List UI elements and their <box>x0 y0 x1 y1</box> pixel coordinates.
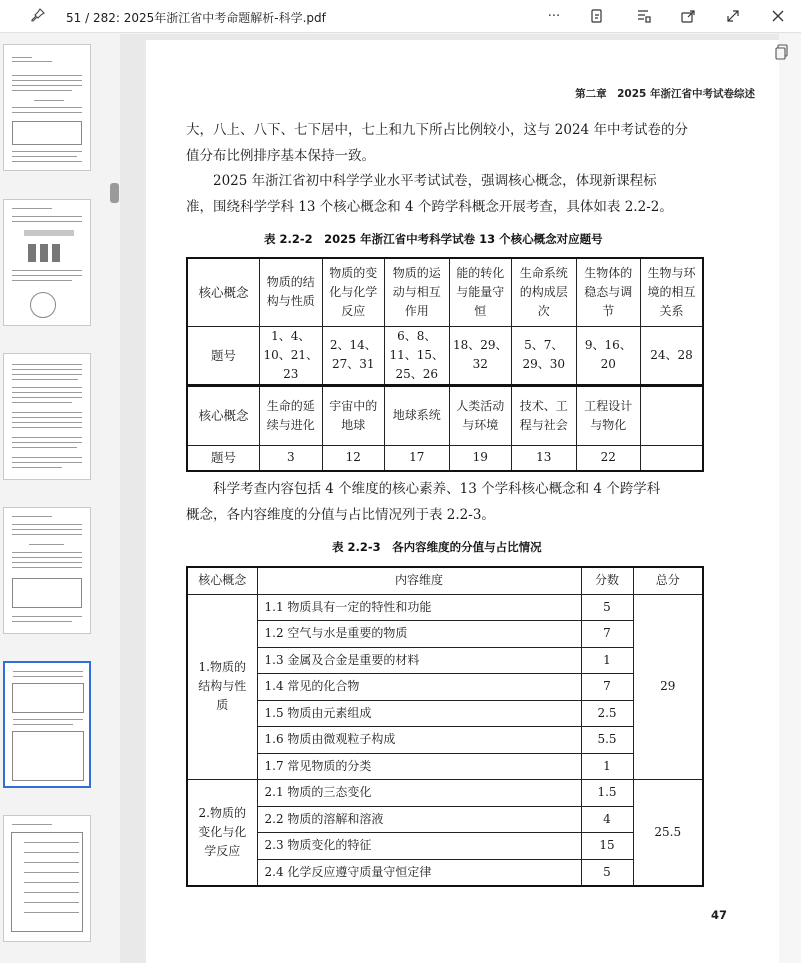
concept-cell: 地球系统 <box>385 385 450 445</box>
score-cell: 15 <box>581 833 633 860</box>
text-line: 值分布比例排序基本保持一致。 <box>186 148 375 164</box>
page-thumbnail[interactable] <box>3 353 91 480</box>
table-header-cell: 核心概念 <box>187 567 257 594</box>
number-cell <box>641 445 703 471</box>
number-cell: 24、28 <box>641 326 703 385</box>
text-line: 概念，各内容维度的分值与占比情况列于表 2.2-3。 <box>186 507 495 523</box>
dimension-cell: 1.6 物质由微观粒子构成 <box>257 727 581 754</box>
table-header-cell: 内容维度 <box>257 567 581 594</box>
core-concept-table <box>186 257 704 472</box>
number-cell: 6、8、11、15、25、26 <box>385 326 450 385</box>
table-header-cell: 总分 <box>633 567 703 594</box>
dimension-cell: 1.4 常见的化合物 <box>257 674 581 701</box>
page-thumbnail[interactable] <box>3 507 91 634</box>
chapter-header: 第二章 2025 年浙江省中考试卷综述 <box>575 88 755 100</box>
score-cell: 1 <box>581 753 633 780</box>
document-title: 51 / 282: 2025年浙江省中考命题解析-科学.pdf <box>66 11 326 25</box>
pin-icon[interactable] <box>30 7 48 25</box>
table-header-cell: 核心概念 <box>187 385 260 445</box>
text-line: 科学考查内容包括 4 个维度的核心素养、13 个学科核心概念和 4 个跨学科 <box>186 481 661 497</box>
table-header-cell: 分数 <box>581 567 633 594</box>
page-thumbnails-sidebar <box>0 34 100 963</box>
copy-icon[interactable] <box>775 44 789 60</box>
page-thumbnail[interactable] <box>3 815 91 942</box>
concept-cell: 物质的变化与化学反应 <box>322 258 384 326</box>
text-line: 2025 年浙江省初中科学学业水平考试试卷，强调核心概念，体现新课程标 <box>186 173 657 189</box>
concept-cell: 生命的延续与进化 <box>260 385 322 445</box>
number-cell: 5、7、29、30 <box>512 326 577 385</box>
concept-cell: 生物体的稳态与调节 <box>576 258 641 326</box>
table-header-cell: 题号 <box>187 326 260 385</box>
sidebar-scrollbar[interactable] <box>110 183 119 203</box>
table-header-cell: 题号 <box>187 445 260 471</box>
table-caption: 表 2.2-3 各内容维度的分值与占比情况 <box>332 540 542 554</box>
pdf-page <box>146 40 779 963</box>
score-cell: 5 <box>581 594 633 621</box>
number-cell: 19 <box>449 445 511 471</box>
expand-icon[interactable] <box>724 7 742 25</box>
score-cell: 5.5 <box>581 727 633 754</box>
text-line: 准，围绕科学学科 13 个核心概念和 4 个跨学科概念开展考查，具体如表 2.2-2。 <box>186 199 673 215</box>
dimension-cell: 1.5 物质由元素组成 <box>257 700 581 727</box>
concept-cell: 工程设计与物化 <box>576 385 641 445</box>
more-icon[interactable] <box>545 7 563 25</box>
document-viewport <box>120 34 801 963</box>
number-cell: 13 <box>512 445 577 471</box>
number-cell: 18、29、32 <box>449 326 511 385</box>
concept-group-cell: 1.物质的结构与性质 <box>187 594 257 780</box>
concept-cell: 物质的结构与性质 <box>260 258 322 326</box>
number-cell: 22 <box>576 445 641 471</box>
page-number: 47 <box>710 908 727 922</box>
paragraph-1 <box>186 117 746 169</box>
paragraph-2 <box>186 168 746 220</box>
close-icon[interactable] <box>769 7 787 25</box>
concept-cell: 宇宙中的地球 <box>322 385 384 445</box>
total-cell: 25.5 <box>633 780 703 886</box>
score-cell: 7 <box>581 674 633 701</box>
dimension-cell: 1.1 物质具有一定的特性和功能 <box>257 594 581 621</box>
score-cell: 1 <box>581 647 633 674</box>
dimension-cell: 2.2 物质的溶解和溶液 <box>257 806 581 833</box>
page-view-icon[interactable] <box>635 7 653 25</box>
number-cell: 3 <box>260 445 322 471</box>
more-label: ··· <box>547 8 561 24</box>
concept-cell: 人类活动与环境 <box>449 385 511 445</box>
concept-cell: 生命系统的构成层次 <box>512 258 577 326</box>
concept-cell <box>641 385 703 445</box>
read-aloud-icon[interactable] <box>588 7 606 25</box>
dimension-cell: 2.1 物质的三态变化 <box>257 780 581 807</box>
dimension-cell: 1.3 金属及合金是重要的材料 <box>257 647 581 674</box>
concept-cell: 物质的运动与相互作用 <box>385 258 450 326</box>
score-cell: 7 <box>581 621 633 648</box>
dimension-cell: 2.4 化学反应遵守质量守恒定律 <box>257 859 581 886</box>
vertical-scroll-track[interactable] <box>779 34 801 963</box>
score-cell: 1.5 <box>581 780 633 807</box>
table-header-cell: 核心概念 <box>187 258 260 326</box>
table-caption: 表 2.2-2 2025 年浙江省中考科学试卷 13 个核心概念对应题号 <box>264 232 603 246</box>
text-line: 大，八上、八下、七下居中，七上和九下所占比例较小，这与 2024 年中考试卷的分 <box>186 122 688 138</box>
page-thumbnail-current[interactable] <box>3 661 91 788</box>
number-cell: 1、4、10、21、23 <box>260 326 322 385</box>
page-thumbnail[interactable] <box>3 199 91 326</box>
concept-cell: 技术、工程与社会 <box>512 385 577 445</box>
share-icon[interactable] <box>679 7 697 25</box>
concept-cell: 生物与环境的相互关系 <box>641 258 703 326</box>
score-cell: 2.5 <box>581 700 633 727</box>
dimension-cell: 1.2 空气与水是重要的物质 <box>257 621 581 648</box>
paragraph-3 <box>186 476 746 528</box>
page-thumbnail[interactable] <box>3 44 91 171</box>
score-cell: 4 <box>581 806 633 833</box>
concept-cell: 能的转化与能量守恒 <box>449 258 511 326</box>
total-cell: 29 <box>633 594 703 780</box>
score-cell: 5 <box>581 859 633 886</box>
concept-group-cell: 2.物质的变化与化学反应 <box>187 780 257 886</box>
number-cell: 12 <box>322 445 384 471</box>
number-cell: 17 <box>385 445 450 471</box>
dimension-cell: 2.3 物质变化的特征 <box>257 833 581 860</box>
title-bar <box>0 0 801 33</box>
number-cell: 9、16、20 <box>576 326 641 385</box>
dimension-cell: 1.7 常见物质的分类 <box>257 753 581 780</box>
number-cell: 2、14、27、31 <box>322 326 384 385</box>
content-dimension-table <box>186 566 704 887</box>
